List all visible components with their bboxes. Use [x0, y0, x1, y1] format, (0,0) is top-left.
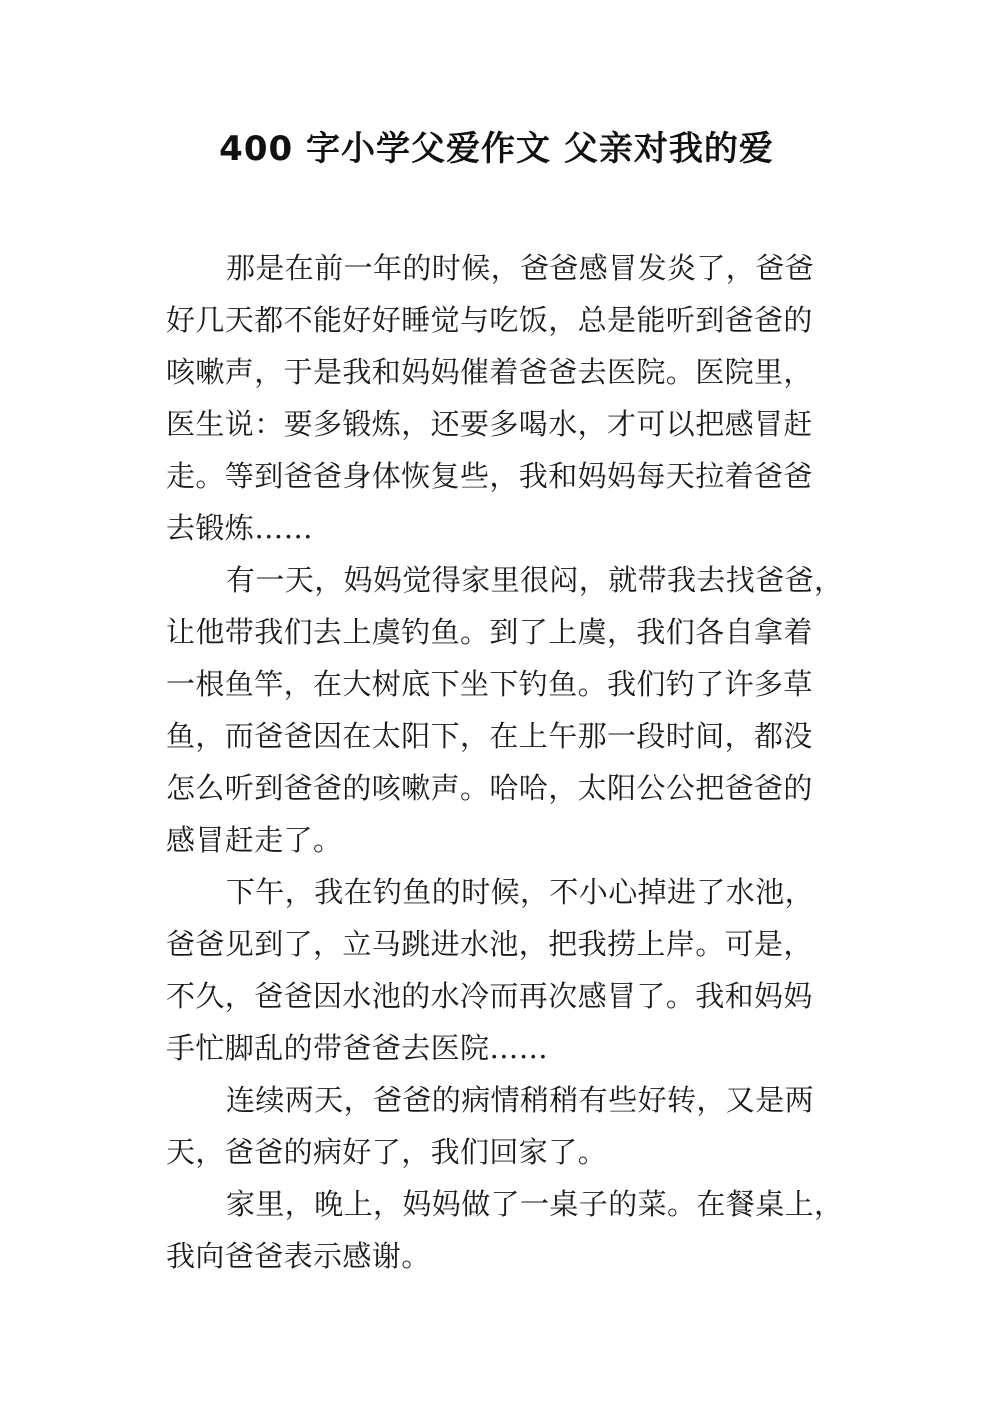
text-line: 那是在前一年的时候，爸爸感冒发炎了，爸爸 [226, 251, 815, 285]
text-line: 怎么听到爸爸的咳嗽声。哈哈，太阳公公把爸爸的 [166, 771, 813, 805]
text-line: 一根鱼竿，在大树底下坐下钓鱼。我们钓了许多草 [166, 667, 813, 701]
text-line: 下午，我在钓鱼的时候，不小心掉进了水池， [226, 875, 815, 909]
document-title: 400 字小学父爱作文 父亲对我的爱 [219, 129, 774, 169]
text-line: 手忙脚乱的带爸爸去医院…… [166, 1031, 549, 1065]
text-line: 天，爸爸的病好了，我们回家了。 [166, 1135, 608, 1169]
text-line: 医生说：要多锻炼，还要多喝水，才可以把感冒赶 [166, 407, 813, 441]
text-line: 感冒赶走了。 [166, 823, 343, 857]
text-line: 去锻炼…… [166, 511, 314, 545]
text-line: 不久，爸爸因水池的水冷而再次感冒了。我和妈妈 [166, 979, 813, 1013]
text-line: 我向爸爸表示感谢。 [166, 1239, 431, 1273]
text-line: 好几天都不能好好睡觉与吃饭，总是能听到爸爸的 [166, 303, 813, 337]
text-line: 家里，晚上，妈妈做了一桌子的菜。在餐桌上， [226, 1187, 844, 1221]
text-line: 连续两天，爸爸的病情稍稍有些好转，又是两 [226, 1083, 815, 1117]
text-line: 鱼，而爸爸因在太阳下，在上午那一段时间，都没 [166, 719, 813, 753]
text-line: 爸爸见到了，立马跳进水池，把我捞上岸。可是， [166, 927, 813, 961]
text-line: 走。等到爸爸身体恢复些，我和妈妈每天拉着爸爸 [166, 459, 813, 493]
text-line: 咳嗽声，于是我和妈妈催着爸爸去医院。医院里， [166, 355, 813, 389]
text-line: 有一天，妈妈觉得家里很闷，就带我去找爸爸， [226, 563, 844, 597]
text-line: 让他带我们去上虞钓鱼。到了上虞，我们各自拿着 [166, 615, 813, 649]
